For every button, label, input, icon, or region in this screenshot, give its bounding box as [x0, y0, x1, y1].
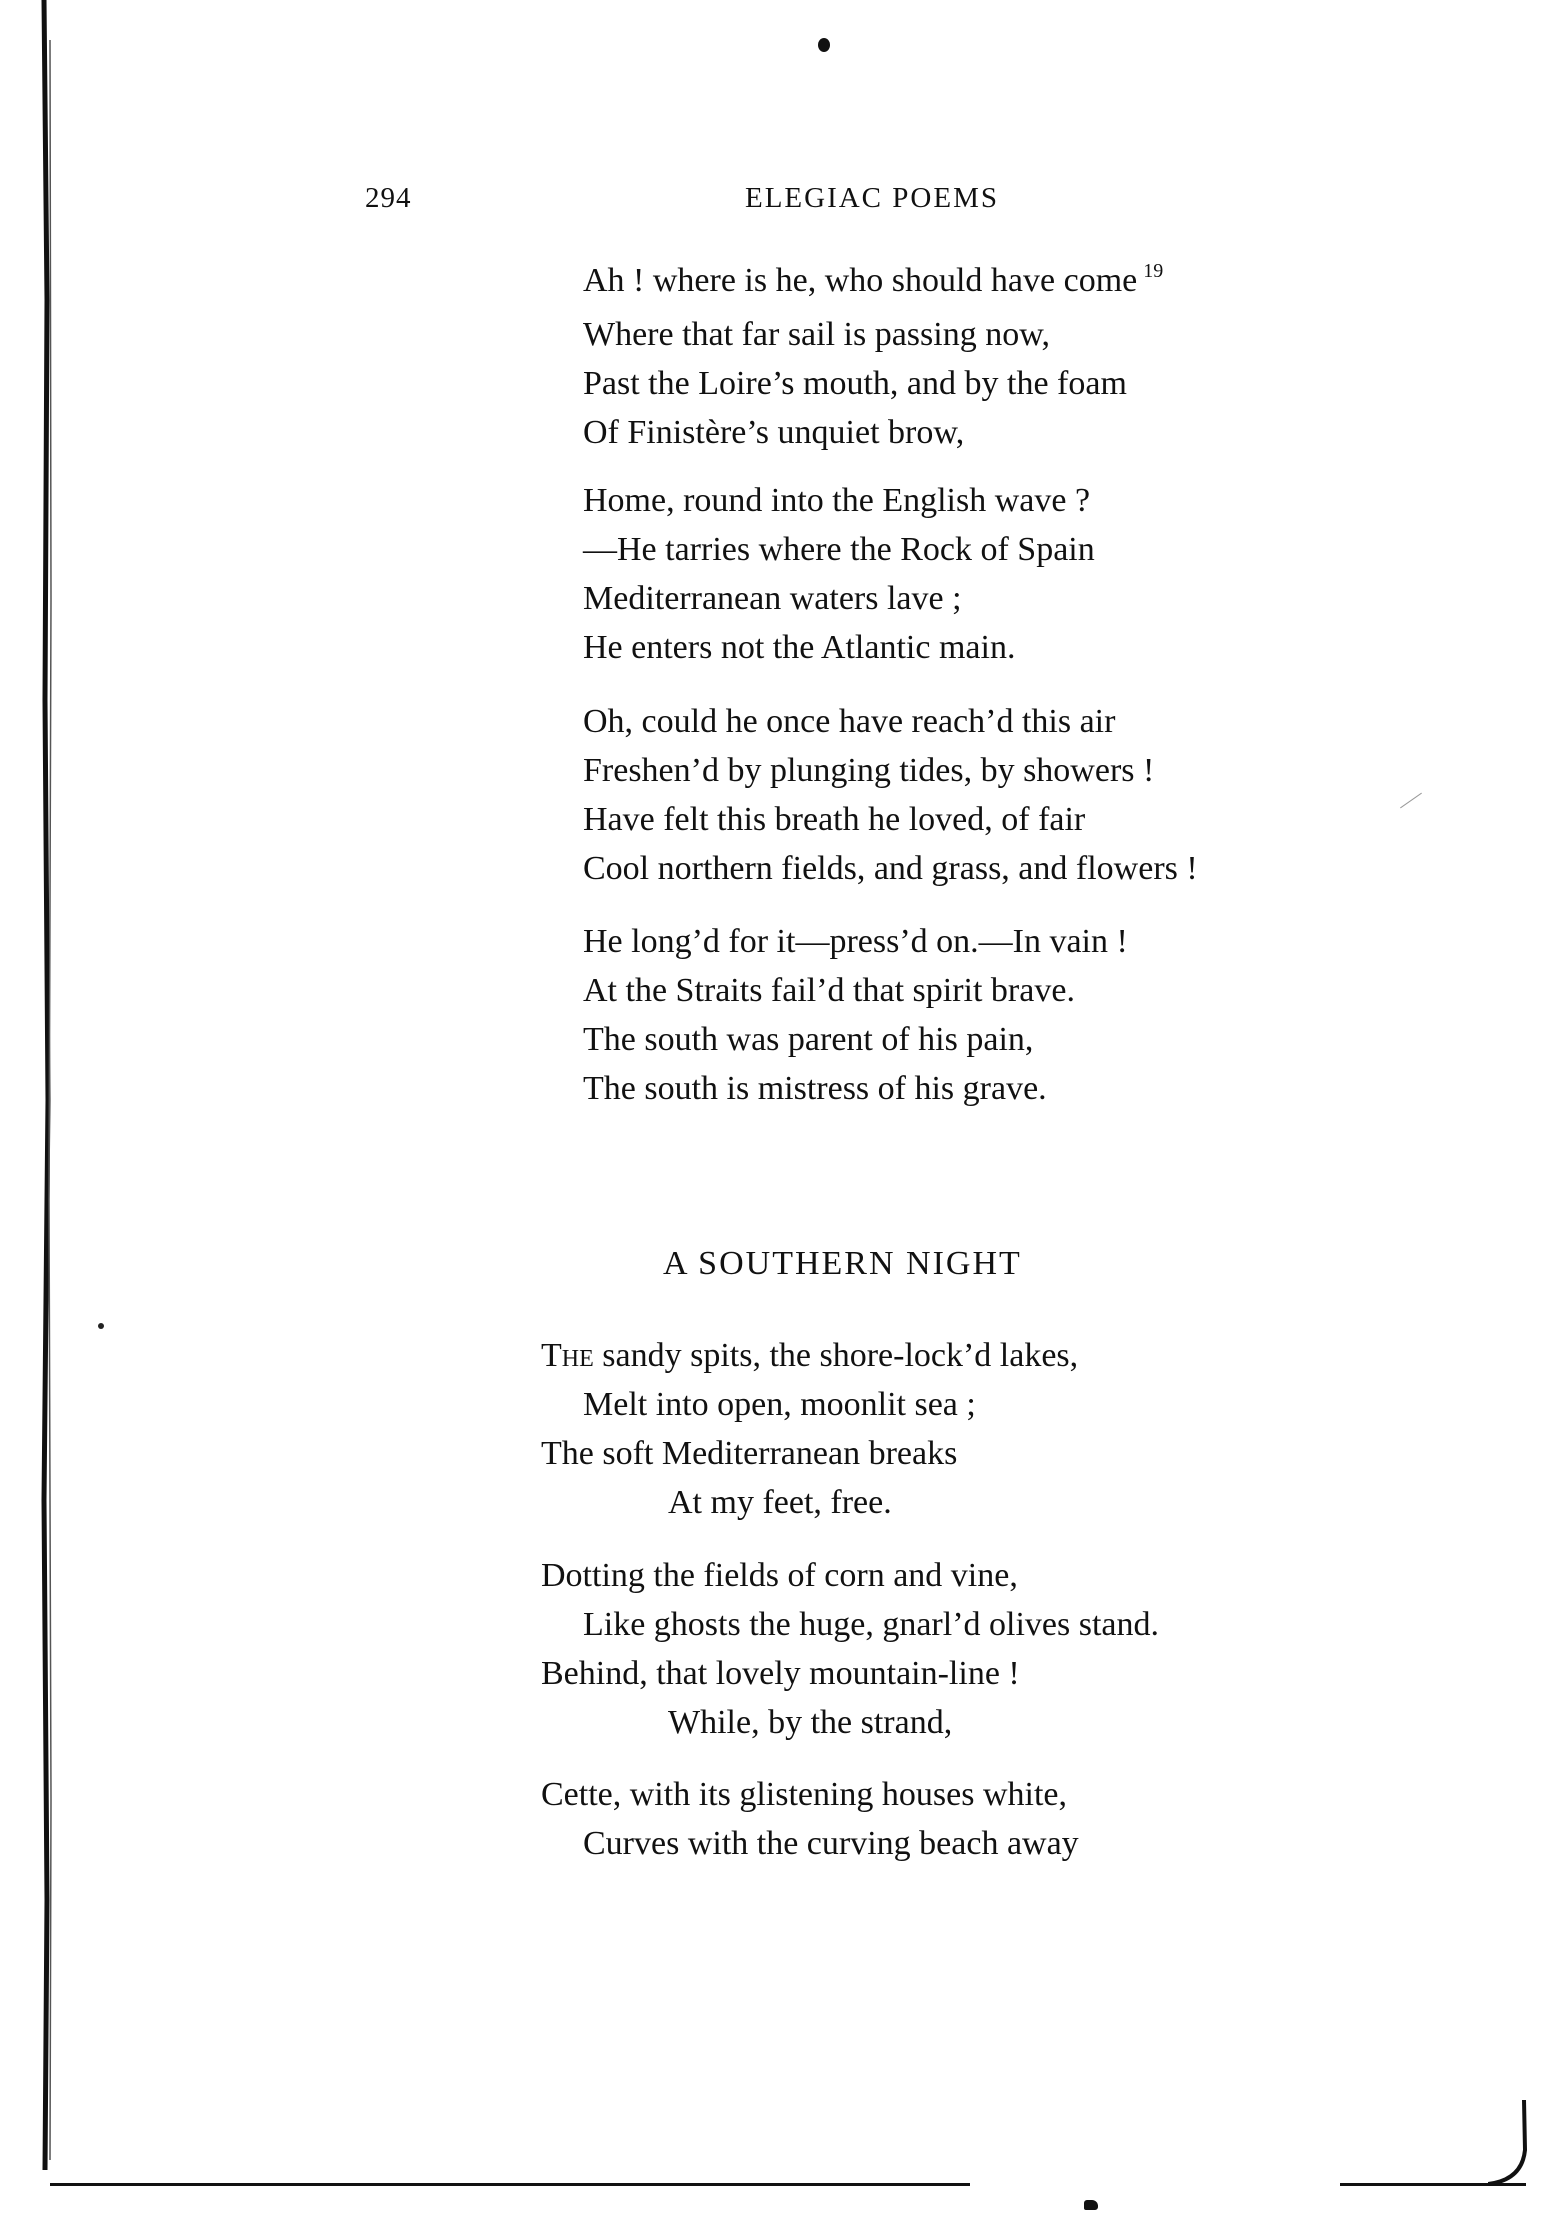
poem-stanza: [541, 1770, 1079, 1868]
poem-line: The soft Mediterranean breaks: [541, 1435, 958, 1472]
poem-line: Behind, that lovely mountain-line !: [541, 1655, 1020, 1692]
pencil-mark: [1400, 793, 1422, 809]
poem-title: A SOUTHERN NIGHT: [663, 1245, 1022, 1282]
poem-line: Cette, with its glistening houses white,: [541, 1776, 1068, 1813]
poem-line: Past the Loire’s mouth, and by the foam: [583, 365, 1127, 402]
poem-stanza: [541, 1331, 1078, 1527]
poem-line: Freshen’d by plunging tides, by showers !: [583, 752, 1155, 789]
poem-line: He long’d for it—press’d on.—In vain !: [583, 923, 1128, 960]
poem-stanza: [583, 476, 1095, 672]
poem-line: The sandy spits, the shore-lock’d lakes,: [541, 1337, 1079, 1374]
poem-line: Oh, could he once have reach’d this air: [583, 703, 1116, 740]
poem-line: Have felt this breath he loved, of fair: [583, 801, 1086, 838]
book-binding-edge: [38, 0, 54, 2170]
poem-line: Dotting the fields of corn and vine,: [541, 1557, 1018, 1594]
running-title: ELEGIAC POEMS: [745, 182, 999, 214]
poem-line: Mediterranean waters lave ;: [583, 580, 962, 617]
poem-line: Cool northern fields, and grass, and flowers !: [583, 850, 1198, 887]
poem-line: Home, round into the English wave ?: [583, 482, 1091, 519]
poem-line: —He tarries where the Rock of Spain: [583, 531, 1095, 568]
poem-stanza: [541, 1551, 1159, 1747]
page-corner-curl: [1488, 2100, 1528, 2186]
ink-speck: [1084, 2200, 1098, 2210]
poem-line: While, by the strand,: [668, 1704, 953, 1741]
poem-line: Curves with the curving beach away: [583, 1825, 1079, 1862]
poem-first-word: The: [541, 1337, 594, 1374]
poem-line: The south is mistress of his grave.: [583, 1070, 1047, 1107]
poem-line: At my feet, free.: [668, 1484, 892, 1521]
poem-line: At the Straits fail’d that spirit brave.: [583, 972, 1075, 1009]
footnote-reference: 19: [1143, 260, 1164, 282]
poem-line: He enters not the Atlantic main.: [583, 629, 1016, 666]
poem-line: Where that far sail is passing now,: [583, 316, 1051, 353]
page-number: 294: [365, 182, 412, 214]
page-bottom-edge: [50, 2183, 970, 2186]
poem-stanza: [583, 917, 1128, 1113]
poem-stanza: [583, 697, 1198, 893]
poem-line: Ah ! where is he, who should have come $^{19}$: [583, 260, 1164, 299]
ink-speck: [818, 38, 830, 52]
poem-stanza: [583, 256, 1163, 457]
poem-line: The south was parent of his pain,: [583, 1021, 1034, 1058]
poem-line: Melt into open, moonlit sea ;: [583, 1386, 976, 1423]
poem-line: Like ghosts the huge, gnarl’d olives stand.: [583, 1606, 1160, 1643]
ink-speck: [98, 1323, 104, 1329]
running-head: [0, 182, 1566, 222]
poem-line: Of Finistère’s unquiet brow,: [583, 414, 965, 451]
